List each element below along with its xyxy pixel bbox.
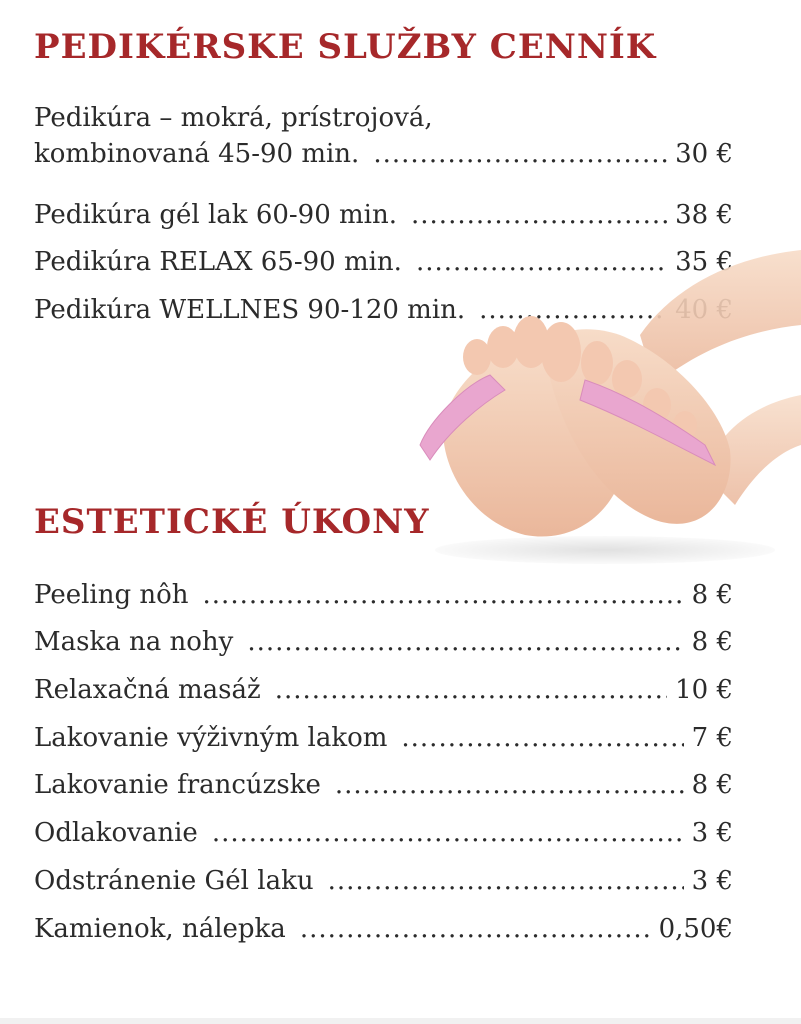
dot-leader <box>203 577 684 613</box>
aesthetic-heading: ESTETICKÉ ÚKONY <box>34 502 430 542</box>
item-price: 8 € <box>691 770 733 800</box>
price-row-mask <box>34 624 733 660</box>
price-row-gel-removal <box>34 863 733 899</box>
dot-leader <box>411 197 667 233</box>
item-price: 38 € <box>675 200 733 230</box>
item-price: 35 € <box>675 247 733 277</box>
price-row-peeling <box>34 577 733 613</box>
price-row-french-polish <box>34 767 733 803</box>
dot-leader <box>373 136 667 172</box>
item-name: Peeling nôh <box>34 580 189 610</box>
price-row-nourishing-polish <box>34 720 733 756</box>
item-name: Lakovanie francúzske <box>34 770 321 800</box>
item-price: 3 € <box>691 818 733 848</box>
dot-leader <box>275 672 667 708</box>
price-row-pedicure-combined <box>34 100 733 172</box>
item-price: 3 € <box>691 866 733 896</box>
dot-leader <box>212 815 684 851</box>
item-price: 8 € <box>691 627 733 657</box>
item-price: 7 € <box>691 723 733 753</box>
dot-leader <box>247 624 683 660</box>
dot-leader <box>300 911 651 947</box>
item-name: Lakovanie výživným lakom <box>34 723 388 753</box>
feet-photo <box>405 245 801 575</box>
item-price: 10 € <box>675 675 733 705</box>
dot-leader <box>401 720 683 756</box>
dot-leader <box>328 863 684 899</box>
item-name: Maska na nohy <box>34 627 234 657</box>
item-price: 30 € <box>675 139 733 169</box>
item-name: Relaxačná masáž <box>34 675 261 705</box>
price-row-massage <box>34 672 733 708</box>
bottom-divider <box>0 1018 801 1024</box>
price-row-pedicure-gel <box>34 197 733 233</box>
item-name: Odstránenie Gél laku <box>34 866 314 896</box>
item-name: kombinovaná 45-90 min. <box>34 139 360 169</box>
item-name: Pedikúra RELAX 65-90 min. <box>34 247 402 277</box>
item-name-line1: Pedikúra – mokrá, prístrojová, <box>34 103 433 133</box>
item-name: Odlakovanie <box>34 818 198 848</box>
price-row-polish-removal <box>34 815 733 851</box>
pedicure-heading: PEDIKÉRSKE SLUŽBY CENNÍK <box>34 27 657 67</box>
item-name: Pedikúra gél lak 60-90 min. <box>34 200 398 230</box>
item-price: 0,50€ <box>658 914 733 944</box>
item-name: Kamienok, nálepka <box>34 914 286 944</box>
item-name: Pedikúra WELLNES 90-120 min. <box>34 295 466 325</box>
item-price: 8 € <box>691 580 733 610</box>
price-row-stone-sticker <box>34 911 733 947</box>
dot-leader <box>335 767 684 803</box>
